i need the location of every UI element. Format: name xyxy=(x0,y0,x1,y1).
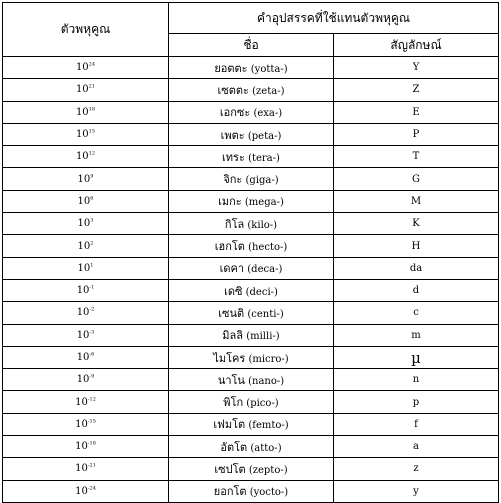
multiplier-base: 10 xyxy=(76,307,90,319)
multiplier-base: 10 xyxy=(77,262,91,274)
multiplier-exponent: -24 xyxy=(87,485,96,492)
prefix-thai-name: เทระ xyxy=(222,150,245,164)
multiplier-base: 10 xyxy=(76,374,90,386)
prefix-symbol-cell: c xyxy=(334,302,499,324)
multiplier-base: 10 xyxy=(77,173,91,185)
prefix-name-cell xyxy=(169,279,334,301)
prefix-latin-name: (peta-) xyxy=(247,130,282,142)
multiplier-base: 10 xyxy=(75,62,89,74)
multiplier-cell xyxy=(3,436,169,458)
prefix-name-cell xyxy=(169,480,334,502)
prefix-symbol-cell: y xyxy=(334,480,499,502)
prefix-symbol-cell: Z xyxy=(334,79,499,101)
multiplier-cell xyxy=(3,123,169,145)
multiplier-base: 10 xyxy=(75,463,88,475)
table-row xyxy=(3,213,499,235)
name-header: ชื่อ xyxy=(169,34,334,57)
prefix-symbol-cell: n xyxy=(334,369,499,391)
prefix-symbol-cell: G xyxy=(334,168,499,190)
prefix-name-cell xyxy=(169,235,334,257)
multiplier-cell xyxy=(3,79,169,101)
prefix-symbol-cell: Y xyxy=(334,57,499,79)
prefix-symbol-cell: a xyxy=(334,436,499,458)
prefix-thai-name: อัตโต xyxy=(220,440,248,454)
prefix-symbol-cell: H xyxy=(334,235,499,257)
prefix-thai-name: ยอกโต xyxy=(213,485,247,499)
prefix-thai-name: เซตตะ xyxy=(217,83,249,97)
multiplier-exponent: -2 xyxy=(89,307,95,314)
multiplier-cell xyxy=(3,302,169,324)
table-row xyxy=(3,101,499,123)
multiplier-base: 10 xyxy=(77,195,91,207)
multiplier-base: 10 xyxy=(75,396,88,408)
prefix-name-cell xyxy=(169,257,334,279)
multiplier-exponent: -18 xyxy=(87,440,96,447)
multiplier-exponent: 2 xyxy=(90,240,94,247)
table-row xyxy=(3,391,499,413)
multiplier-cell xyxy=(3,324,169,346)
table-row xyxy=(3,458,499,480)
prefix-symbol-cell: T xyxy=(334,146,499,168)
prefix-thai-name: จิกะ xyxy=(223,173,243,187)
prefix-latin-name: (centi-) xyxy=(247,308,284,320)
prefix-latin-name: (zeta-) xyxy=(252,85,285,97)
multiplier-exponent: -15 xyxy=(87,418,96,425)
multiplier-exponent: -1 xyxy=(89,284,95,291)
prefix-latin-name: (atto-) xyxy=(250,442,282,454)
prefix-name-cell xyxy=(169,57,334,79)
multiplier-cell xyxy=(3,235,169,257)
multiplier-exponent: 15 xyxy=(88,128,96,135)
multiplier-exponent: -3 xyxy=(89,329,95,336)
prefix-name-cell xyxy=(169,324,334,346)
prefix-thai-name: เมกะ xyxy=(218,195,242,209)
prefix-thai-name: เพตะ xyxy=(220,128,245,142)
table-row xyxy=(3,346,499,368)
prefix-thai-name: เซปโต xyxy=(214,462,246,476)
multiplier-cell xyxy=(3,279,169,301)
multiplier-base: 10 xyxy=(77,218,91,230)
table-row xyxy=(3,302,499,324)
table-row xyxy=(3,79,499,101)
prefix-latin-name: (yocto-) xyxy=(249,487,289,499)
multiplier-base: 10 xyxy=(75,418,88,430)
multiplier-cell xyxy=(3,391,169,413)
multiplier-base: 10 xyxy=(75,485,88,497)
prefix-name-cell xyxy=(169,101,334,123)
prefix-latin-name: (tera-) xyxy=(248,152,280,164)
prefix-name-cell xyxy=(169,369,334,391)
prefix-symbol-cell: µ xyxy=(334,346,499,368)
prefix-thai-name: ยอตตะ xyxy=(214,61,248,75)
prefix-thai-name: พิโก xyxy=(223,396,244,410)
si-prefix-table xyxy=(2,2,499,503)
table-row xyxy=(3,257,499,279)
multiplier-cell xyxy=(3,369,169,391)
multiplier-exponent: 24 xyxy=(88,61,96,68)
table-row xyxy=(3,235,499,257)
prefix-latin-name: (kilo-) xyxy=(247,219,278,231)
multiplier-base: 10 xyxy=(75,441,88,453)
prefix-thai-name: เอกซะ xyxy=(219,106,251,120)
prefix-thai-name: เฟมโต xyxy=(213,418,246,432)
prefix-name-cell xyxy=(169,190,334,212)
table-row xyxy=(3,168,499,190)
prefix-thai-name: ไมโคร xyxy=(213,351,246,365)
table-header xyxy=(3,3,499,57)
prefix-symbol-cell: p xyxy=(334,391,499,413)
prefix-latin-name: (exa-) xyxy=(253,108,283,120)
prefix-thai-name: นาโน xyxy=(217,373,245,387)
prefix-latin-name: (milli-) xyxy=(246,331,280,343)
multiplier-base: 10 xyxy=(75,84,89,96)
multiplier-exponent: -21 xyxy=(87,463,96,470)
multiplier-base: 10 xyxy=(76,352,90,363)
multiplier-exponent: 1 xyxy=(90,262,94,269)
multiplier-exponent: 12 xyxy=(88,151,96,157)
prefix-latin-name: (nano-) xyxy=(248,375,285,387)
multiplier-cell xyxy=(3,480,169,502)
multiplier-cell xyxy=(3,413,169,435)
prefix-name-cell xyxy=(169,458,334,480)
prefix-name-cell xyxy=(169,302,334,324)
multiplier-header: ตัวพหุคูณ xyxy=(3,3,169,57)
multiplier-exponent: -9 xyxy=(89,373,95,380)
prefix-symbol-cell: M xyxy=(334,190,499,212)
prefix-symbol-cell: z xyxy=(334,458,499,480)
multiplier-exponent: -12 xyxy=(87,396,96,403)
prefix-name-cell xyxy=(169,79,334,101)
multiplier-exponent: 9 xyxy=(90,173,94,180)
prefix-symbol-cell: P xyxy=(334,123,499,145)
multiplier-cell xyxy=(3,57,169,79)
prefix-symbol-cell: m xyxy=(334,324,499,346)
prefix-latin-name: (deci-) xyxy=(245,286,278,298)
multiplier-base: 10 xyxy=(75,129,89,141)
prefix-symbol-cell: K xyxy=(334,213,499,235)
multiplier-exponent: -6 xyxy=(89,351,95,358)
table-row xyxy=(3,413,499,435)
table-row xyxy=(3,190,499,212)
prefix-name-cell xyxy=(169,436,334,458)
multiplier-cell xyxy=(3,458,169,480)
multiplier-cell xyxy=(3,213,169,235)
prefix-name-cell xyxy=(169,146,334,168)
symbol-header: สัญลักษณ์ xyxy=(334,34,499,57)
prefix-thai-name: เซนติ xyxy=(218,306,245,320)
multiplier-exponent: 21 xyxy=(88,84,96,91)
prefix-latin-name: (pico-) xyxy=(246,398,279,410)
table-row xyxy=(3,324,499,346)
multiplier-cell xyxy=(3,146,169,168)
prefix-name-cell xyxy=(169,123,334,145)
multiplier-cell xyxy=(3,168,169,190)
prefix-name-cell xyxy=(169,391,334,413)
table-row xyxy=(3,436,499,458)
prefix-name-cell xyxy=(169,413,334,435)
prefix-name-cell xyxy=(169,346,334,368)
prefix-latin-name: (zepto-) xyxy=(248,464,288,476)
prefix-symbol-cell: f xyxy=(334,413,499,435)
prefix-symbol-cell: d xyxy=(334,279,499,301)
prefix-name-cell xyxy=(169,213,334,235)
prefix-latin-name: (mega-) xyxy=(244,197,284,209)
prefix-name-cell xyxy=(169,168,334,190)
prefix-latin-name: (deca-) xyxy=(247,264,283,276)
prefix-thai-name: กิโล xyxy=(224,217,245,231)
prefix-latin-name: (yotta-) xyxy=(250,63,288,75)
table-row xyxy=(3,369,499,391)
prefix-thai-name: มิลลิ xyxy=(222,329,244,343)
prefix-latin-name: (giga-) xyxy=(245,175,279,187)
table-row xyxy=(3,57,499,79)
table-row xyxy=(3,146,499,168)
prefix-thai-name: เฮกโต xyxy=(214,240,245,254)
multiplier-cell xyxy=(3,346,169,368)
multiplier-base: 10 xyxy=(75,151,89,163)
header-row-top xyxy=(3,3,499,34)
multiplier-base: 10 xyxy=(75,106,89,118)
prefix-symbol-cell: E xyxy=(334,101,499,123)
table-row xyxy=(3,480,499,502)
multiplier-cell xyxy=(3,101,169,123)
multiplier-base: 10 xyxy=(77,240,91,252)
prefix-thai-name: เดซิ xyxy=(224,284,243,298)
prefix-symbol-cell: da xyxy=(334,257,499,279)
prefix-thai-name: เดคา xyxy=(219,262,245,276)
multiplier-exponent: 6 xyxy=(90,195,94,202)
table-row xyxy=(3,123,499,145)
multiplier-cell xyxy=(3,257,169,279)
table-row xyxy=(3,279,499,301)
table-body xyxy=(3,57,499,503)
multiplier-exponent: 18 xyxy=(88,106,96,113)
multiplier-cell xyxy=(3,190,169,212)
multiplier-exponent: 3 xyxy=(90,217,94,224)
prefix-latin-name: (hecto-) xyxy=(248,242,288,254)
prefix-latin-name: (micro-) xyxy=(248,353,289,365)
multiplier-base: 10 xyxy=(76,329,90,341)
multiplier-base: 10 xyxy=(76,285,90,297)
prefix-latin-name: (femto-) xyxy=(248,420,289,432)
prefix-group-header: คำอุปสรรคที่ใช้แทนตัวพหุคูณ xyxy=(169,3,499,34)
